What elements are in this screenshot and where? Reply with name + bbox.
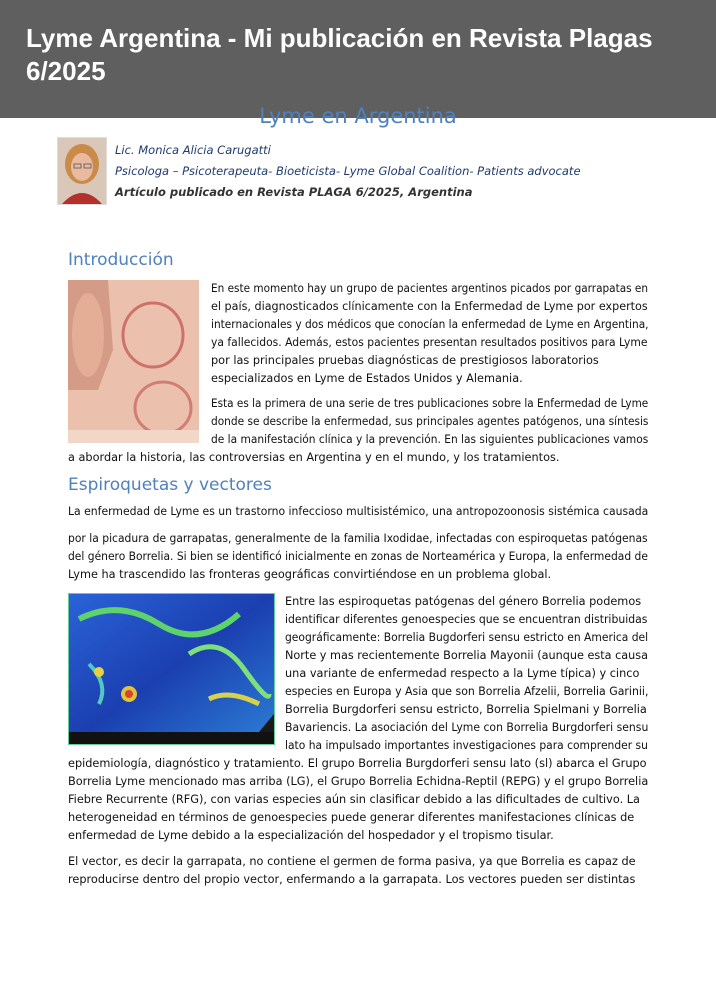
author-photo [57,137,107,205]
post-title: Lyme Argentina - Mi publicación en Revista Plagas 6/2025 [26,23,653,86]
text-line: Fiebre Recurrente (RFG), con varias especies aún sin clasificar debido a las dificultades de cultivo. La [68,793,640,806]
text-line: por las principales pruebas diagnósticas de prestigiosos laboratorios [211,354,599,367]
text-line: geográficamente: Borrelia Bugdorferi sensu estricto en America del [285,631,649,644]
top-bar [0,0,716,118]
publication-note: Artículo publicado en Revista PLAGA 6/2025, Argentina [115,185,473,199]
text-line: reproducirse dentro del propio vector, enfermando a la garrapata. Los vectores pueden ser distintas [68,873,636,886]
text-line: por la picadura de garrapatas, generalmente de la familia Ixodidae, infectadas con espiroquetas patógenas [68,532,648,545]
text-line: epidemiología, diagnóstico y tratamiento. El grupo Borrelia Burgdorferi sensu lato (sl) abarca el Grupo [68,757,647,770]
text-line: Lyme ha trascendido las fronteras geográficas convirtiéndose en un problema global. [68,568,552,581]
borrelia-heatmap-image [68,593,275,745]
text-line: especializados en Lyme de Estados Unidos y Alemania. [211,372,523,385]
text-line: especies en Europa y Asia que son Borrelia Afzelii, Borrelia Garinii, [285,685,649,698]
heading-introduccion: Introducción [68,250,174,270]
text-line: Norte y mas recientemente Borrelia Mayonii (aunque esta causa [285,649,649,662]
text-line: Esta es la primera de una serie de tres publicaciones sobre la Enfermedad de Lyme [211,397,649,410]
espiro-paragraph-1: La enfermedad de Lyme es un trastorno infeccioso multisistémico, una antropozoonosis sistémica causada [68,505,649,518]
heading-espiroquetas: Espiroquetas y vectores [68,475,272,495]
text-line: el país, diagnosticados clínicamente con la Enfermedad de Lyme por expertos [211,300,648,313]
text-line: Borrelia Lyme mencionado mas arriba (LG), el Grupo Borrelia Echidna-Reptil (REPG) y el grupo Borrelia [68,775,649,788]
text-line: Bavariencis. La asociación del Lyme con Borrelia Burgdorferi sensu [285,721,649,734]
author-block [115,140,675,203]
text-line: lato ha impulsado importantes investigaciones para comprender su [285,739,648,752]
text-line: Entre las espiroquetas patógenas del género Borrelia podemos [285,595,642,608]
author-role: Psicologa – Psicoterapeuta- Bioeticista- Lyme Global Coalition- Patients advocate [115,164,581,178]
text-line: heterogeneidad en términos de genoespecies puede generar diferentes manifestaciones clínicas de [68,811,635,824]
text-line: enfermedad de Lyme debido a la especialización del hospedador y el tropismo tisular. [68,829,554,842]
text-line: internacionales y dos médicos que conocían la enfermedad de Lyme en Argentina, [211,318,649,331]
text-line: de la manifestación clínica y la prevención. En las siguientes publicaciones vamos [211,433,649,446]
document-title: Lyme en Argentina [259,104,457,128]
text-line: Borrelia Burgdorferi sensu estricto, Borrelia Spielmani y Borrelia [285,703,647,716]
text-line: donde se describe la enfermedad, sus principales agentes patógenos, una síntesis [211,415,649,428]
text-line: identificar diferentes genoespecies que se encuentran distribuidas [285,613,648,626]
text-line: ya fallecidos. Además, estos pacientes presentan resultados positivos para Lyme [211,336,648,349]
skin-rash-image [68,280,199,443]
text-line: una variante de enfermedad respecto a la Lyme típica) y cinco [285,667,640,680]
author-name: Lic. Monica Alicia Carugatti [115,143,271,157]
text-line: En este momento hay un grupo de pacientes argentinos picados por garrapatas en [211,282,649,295]
text-line: del género Borrelia. Si bien se identificó inicialmente en zonas de Norteamérica y Europa, la enfermedad de [68,550,648,563]
text-line: a abordar la historia, las controversias en Argentina y en el mundo, y los tratamientos. [68,451,560,464]
text-line: El vector, es decir la garrapata, no contiene el germen de forma pasiva, ya que Borrelia es capaz de [68,855,636,868]
